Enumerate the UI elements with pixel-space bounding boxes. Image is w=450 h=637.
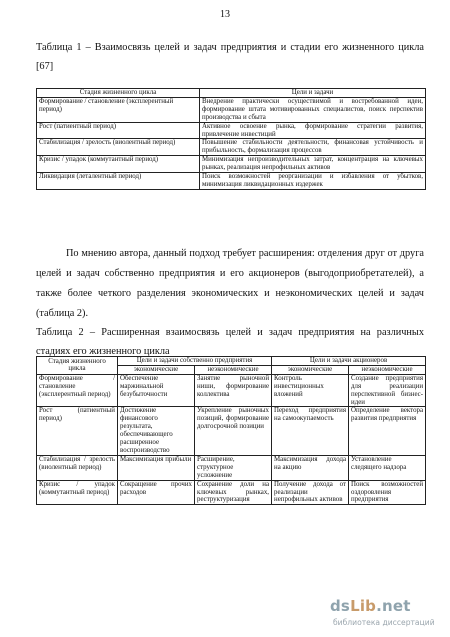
table1-cell-goals: Активное освоение рынка, формирование стратегии развития, привлечение инвестиций (200, 122, 426, 139)
table2-header-row (37, 357, 426, 366)
logo-tagline: библиотека диссертаций (333, 618, 435, 627)
table-row (37, 455, 426, 480)
table2-caption: Таблица 2 – Расширенная взаимосвязь целей и задач предприятия на различных стадиях его жизненного цикла (36, 327, 424, 357)
table2-cell: Максимизация дохода на акцию (272, 455, 349, 480)
table1-cell-goals: Поиск возможностей реорганизации и избавления от убытков, минимизация ликвидационных издержек (200, 173, 426, 190)
logo-brand: dsLib.net (330, 597, 411, 615)
table2-header-shareholders: Цели и задачи акционеров (272, 357, 426, 366)
table2-cell-stage: Кризис / упадок (коммутантный период) (37, 480, 118, 505)
table1-cell-goals: Минимизация непроизводительных затрат, концентрация на ключевых рынках, реализация непрофильных активов (200, 156, 426, 173)
table1-cell-goals: Повышение стабильности деятельности, финансовая устойчивость и прибыльность, формализация процессов (200, 139, 426, 156)
table2-cell-stage: Стабилизация / зрелость (виолентный период) (37, 455, 118, 480)
table2-cell: Определение вектора развития предприятия (349, 407, 426, 455)
table1-cell-stage: Формирование / становление (эксплерентный период) (37, 97, 200, 122)
table2-cell: Установление следящего надзора (349, 455, 426, 480)
table2-subheader-noneconomic: неэкономические (195, 365, 272, 374)
table2-cell: Сокращение прочих расходов (118, 480, 195, 505)
table2-subheader-noneconomic: неэкономические (349, 365, 426, 374)
table2-cell: Максимизация прибыли (118, 455, 195, 480)
table1-header-goals: Цели и задачи (200, 89, 426, 98)
table-row (37, 97, 426, 122)
table2-cell: Укрепление рыночных позиций, формирование долгосрочной позиции (195, 407, 272, 455)
table-row (37, 122, 426, 139)
table2-cell: Обеспечение маржинальной безубыточности (118, 374, 195, 407)
page-number: 13 (220, 9, 230, 20)
table-row (37, 173, 426, 190)
table-row (37, 139, 426, 156)
table1-cell-stage: Кризис / упадок (коммутантный период) (37, 156, 200, 173)
table-row (37, 156, 426, 173)
table2-cell: Получение дохода от реализации непрофильных активов (272, 480, 349, 505)
table2-header-stage: Стадия жизненного цикла (37, 357, 118, 375)
table2-subheader-economic: экономические (118, 365, 195, 374)
table1-cell-stage: Рост (патиентный период) (37, 122, 200, 139)
table2-cell: Сохранение доли на ключевых рынках, реструктуризация (195, 480, 272, 505)
table-row (37, 407, 426, 455)
table1-caption: Таблица 1 – Взаимосвязь целей и задач предприятия и стадии его жизненного цикла [67] (36, 42, 424, 72)
table2-cell: Занятие рыночной ниши, формирование коллектива (195, 374, 272, 407)
table-row (37, 480, 426, 505)
body-paragraph: По мнению автора, данный подход требует расширения: отделения друг от друга целей и задач собственно предприятия и его акционеров (выгодоприобретателей), а также более четкого разделения экономических и неэкономических целей и задач (таблица 2). (36, 248, 424, 319)
table1-header-row (37, 89, 426, 98)
table2-cell-stage: Формирование / становление (эксплерентный период) (37, 374, 118, 407)
table1-header-stage: Стадия жизненного цикла (37, 89, 200, 98)
table2-cell: Создание предприятия для реализации перспективной бизнес-идеи (349, 374, 426, 407)
table2-cell: Поиск возможностей оздоровления предприятия (349, 480, 426, 505)
table2-cell: Достижение финансового результата, обеспечивающего расширенное воспроизводство (118, 407, 195, 455)
table2-cell: Расширение, структурное усложнение (195, 455, 272, 480)
table2-cell: Переход предприятия на самоокупаемость (272, 407, 349, 455)
table2-header-enterprise: Цели и задачи собственно предприятия (118, 357, 272, 366)
table2-subheader-economic: экономические (272, 365, 349, 374)
table2-cell-stage: Рост (патиентный период) (37, 407, 118, 455)
table2-cell: Контроль инвестиционных вложений (272, 374, 349, 407)
table1 (36, 88, 426, 190)
table2 (36, 356, 426, 505)
table1-cell-stage: Ликвидация (леталентный период) (37, 173, 200, 190)
dslib-logo[interactable] (330, 597, 442, 631)
table-row (37, 374, 426, 407)
table1-cell-goals: Внедрение практически осуществимой и востребованной идеи, формирование штата мотивированных специалистов, поиск перспектив производства и сбыта (200, 97, 426, 122)
table1-cell-stage: Стабилизация / зрелость (виолентный период) (37, 139, 200, 156)
